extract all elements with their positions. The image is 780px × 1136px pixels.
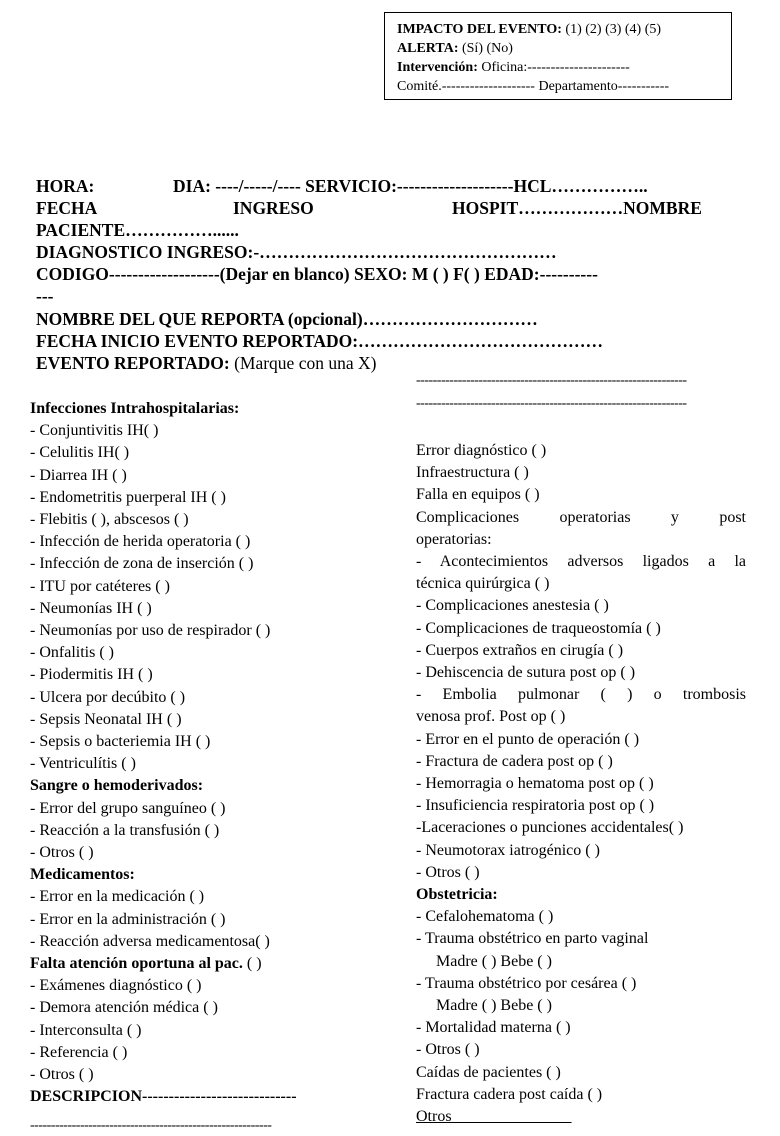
- otros-label: Otros: [416, 1108, 452, 1126]
- list-item[interactable]: - Exámenes diagnóstico ( ): [30, 977, 202, 995]
- nombre-reporta-field[interactable]: NOMBRE DEL QUE REPORTA (opcional)…………………………: [36, 309, 538, 329]
- list-item[interactable]: - Dehiscencia de sutura post op ( ): [416, 664, 636, 682]
- list-item[interactable]: - Diarrea IH ( ): [30, 466, 127, 484]
- alerta-row: [397, 39, 731, 58]
- list-item[interactable]: - Otros ( ): [416, 863, 480, 881]
- list-item[interactable]: - Endometritis puerperal IH ( ): [30, 488, 226, 506]
- falta-title: Falta atención oportuna al pac.: [30, 955, 243, 973]
- list-item[interactable]: Fractura cadera post caída ( ): [416, 1085, 603, 1103]
- dia-servicio-hcl[interactable]: DIA: ----/-----/---- SERVICIO:--------------------HCL……………..: [173, 176, 648, 196]
- list-item[interactable]: - ITU por catéteres ( ): [30, 577, 170, 595]
- list-item[interactable]: - Piodermitis IH ( ): [30, 666, 153, 684]
- fecha-inicio-field[interactable]: FECHA INICIO EVENTO REPORTADO:……………………………………: [36, 331, 604, 351]
- descripcion-line[interactable]: ----------------------------------------------------------: [30, 1118, 272, 1133]
- list-item[interactable]: - Fractura de cadera post op ( ): [416, 752, 613, 770]
- list-item[interactable]: - Cuerpos extraños en cirugía ( ): [416, 641, 624, 659]
- list-item[interactable]: - Neumotorax iatrogénico ( ): [416, 841, 600, 859]
- list-item[interactable]: - Infección de herida operatoria ( ): [30, 533, 251, 551]
- acontecimientos-line-1[interactable]: - Acontecimientos adversos ligados a la: [416, 553, 746, 571]
- hora-row: [36, 175, 746, 197]
- diagnostico-field[interactable]: DIAGNOSTICO INGRESO:-……………………………………………: [36, 242, 557, 262]
- list-item[interactable]: - Otros ( ): [30, 1066, 94, 1084]
- list-item[interactable]: Error diagnóstico ( ): [416, 442, 547, 459]
- intervencion-row: [397, 58, 731, 77]
- list-item[interactable]: - Conjuntivitis IH( ): [30, 422, 159, 440]
- complicaciones-title-2: operatorias:: [416, 530, 492, 548]
- list-item[interactable]: - Mortalidad materna ( ): [416, 1019, 571, 1037]
- list-item[interactable]: - Referencia ( ): [30, 1043, 128, 1061]
- list-item[interactable]: - Ulcera por decúbito ( ): [30, 688, 186, 706]
- list-item[interactable]: Falla en equipos ( ): [416, 486, 540, 504]
- list-item[interactable]: - Error en la medicación ( ): [30, 888, 205, 906]
- list-item[interactable]: - Otros ( ): [30, 844, 94, 862]
- list-item[interactable]: - Otros ( ): [416, 1041, 480, 1059]
- descripcion-field[interactable]: DESCRIPCION-----------------------------: [30, 1088, 297, 1106]
- fecha-row: [36, 197, 746, 219]
- list-item[interactable]: - Demora atención médica ( ): [30, 999, 218, 1017]
- list-item[interactable]: - Onfalitis ( ): [30, 644, 114, 662]
- fecha-label: FECHA: [36, 198, 98, 218]
- impact-box: [384, 12, 732, 100]
- list-item: - Trauma obstétrico en parto vaginal: [416, 930, 649, 948]
- list-item[interactable]: Infraestructura ( ): [416, 464, 529, 482]
- embolia-line-2[interactable]: venosa prof. Post op ( ): [416, 708, 566, 726]
- acontecimientos-line-2[interactable]: técnica quirúrgica ( ): [416, 575, 550, 593]
- otros-row[interactable]: [416, 1106, 746, 1128]
- comite-departamento-field[interactable]: Comité.-------------------- Departamento-----------: [397, 79, 670, 94]
- list-item[interactable]: - Interconsulta ( ): [30, 1021, 142, 1039]
- list-item[interactable]: Caídas de pacientes ( ): [416, 1063, 561, 1081]
- list-item[interactable]: - Error en la administración ( ): [30, 910, 226, 928]
- codigo-sexo-edad-row[interactable]: [36, 263, 746, 285]
- evento-label: EVENTO REPORTADO:: [36, 353, 230, 373]
- sangre-title: Sangre o hemoderivados:: [30, 777, 204, 795]
- ingreso-label: INGRESO: [233, 198, 314, 218]
- madre-bebe-1[interactable]: Madre ( ) Bebe ( ): [436, 952, 552, 970]
- list-item[interactable]: - Insuficiencia respiratoria post op ( ): [416, 797, 655, 815]
- list-item[interactable]: - Hemorragia o hematoma post op ( ): [416, 775, 654, 793]
- evento-reportado-row: [36, 352, 746, 374]
- complicaciones-title-1: Complicaciones operatorias y post: [416, 508, 746, 526]
- hora-label[interactable]: HORA:: [36, 176, 95, 196]
- impacto-label: IMPACTO DEL EVENTO:: [397, 22, 562, 37]
- falta-mark[interactable]: ( ): [246, 955, 262, 973]
- hospit-nombre[interactable]: HOSPIT………………NOMBRE: [452, 198, 702, 218]
- list-item[interactable]: - Trauma obstétrico por cesárea ( ): [416, 974, 637, 992]
- otros-line[interactable]: [452, 1108, 572, 1125]
- right-dash-line-1[interactable]: -----------------------------------------------------------------: [416, 373, 687, 388]
- right-dash-line-2[interactable]: -----------------------------------------------------------------: [416, 396, 687, 411]
- list-item[interactable]: - Complicaciones de traqueostomía ( ): [416, 619, 661, 637]
- codigo-sexo-edad[interactable]: CODIGO-------------------(Dejar en blanco) SEXO: M ( ) F( ) EDAD:----------: [36, 264, 598, 284]
- alerta-label: ALERTA:: [397, 41, 459, 56]
- codigo-cont: ---: [36, 286, 54, 306]
- obstetricia-title: Obstetricia:: [416, 886, 498, 904]
- list-item[interactable]: - Error en el punto de operación ( ): [416, 730, 640, 748]
- list-item[interactable]: - Error del grupo sanguíneo ( ): [30, 799, 226, 817]
- list-item[interactable]: - Sepsis o bacteriemia IH ( ): [30, 733, 211, 751]
- medicamentos-title: Medicamentos:: [30, 866, 135, 884]
- list-item[interactable]: - Flebitis ( ), abscesos ( ): [30, 511, 189, 529]
- list-item[interactable]: - Neumonías IH ( ): [30, 599, 152, 617]
- evento-hint: (Marque con una X): [234, 353, 377, 373]
- list-item[interactable]: - Celulitis IH( ): [30, 444, 130, 462]
- list-item[interactable]: - Infección de zona de inserción ( ): [30, 555, 254, 573]
- paciente-field[interactable]: PACIENTE……………......: [36, 220, 239, 240]
- list-item[interactable]: - Ventriculítis ( ): [30, 755, 136, 773]
- list-item[interactable]: - Cefalohematoma ( ): [416, 908, 554, 926]
- list-item[interactable]: -Laceraciones o punciones accidentales( ): [416, 819, 684, 837]
- list-item[interactable]: - Complicaciones anestesia ( ): [416, 597, 609, 615]
- falta-atencion-row[interactable]: [30, 953, 400, 975]
- left-column: [30, 398, 400, 1109]
- oficina-field[interactable]: Oficina:----------------------: [481, 60, 630, 75]
- list-item[interactable]: - Reacción adversa medicamentosa( ): [30, 932, 270, 950]
- alerta-options[interactable]: (Sí) (No): [461, 41, 513, 56]
- right-column: [416, 440, 746, 1128]
- impacto-options[interactable]: (1) (2) (3) (4) (5): [565, 22, 662, 37]
- infecciones-title: Infecciones Intrahospitalarias:: [30, 400, 240, 417]
- list-item[interactable]: - Reacción a la transfusión ( ): [30, 821, 220, 839]
- list-item[interactable]: - Neumonías por uso de respirador ( ): [30, 622, 271, 640]
- madre-bebe-2[interactable]: Madre ( ) Bebe ( ): [436, 997, 552, 1015]
- embolia-line-1[interactable]: - Embolia pulmonar ( ) o trombosis: [416, 686, 746, 704]
- intervencion-label: Intervención:: [397, 60, 478, 75]
- impacto-row: [397, 20, 731, 39]
- list-item[interactable]: - Sepsis Neonatal IH ( ): [30, 710, 182, 728]
